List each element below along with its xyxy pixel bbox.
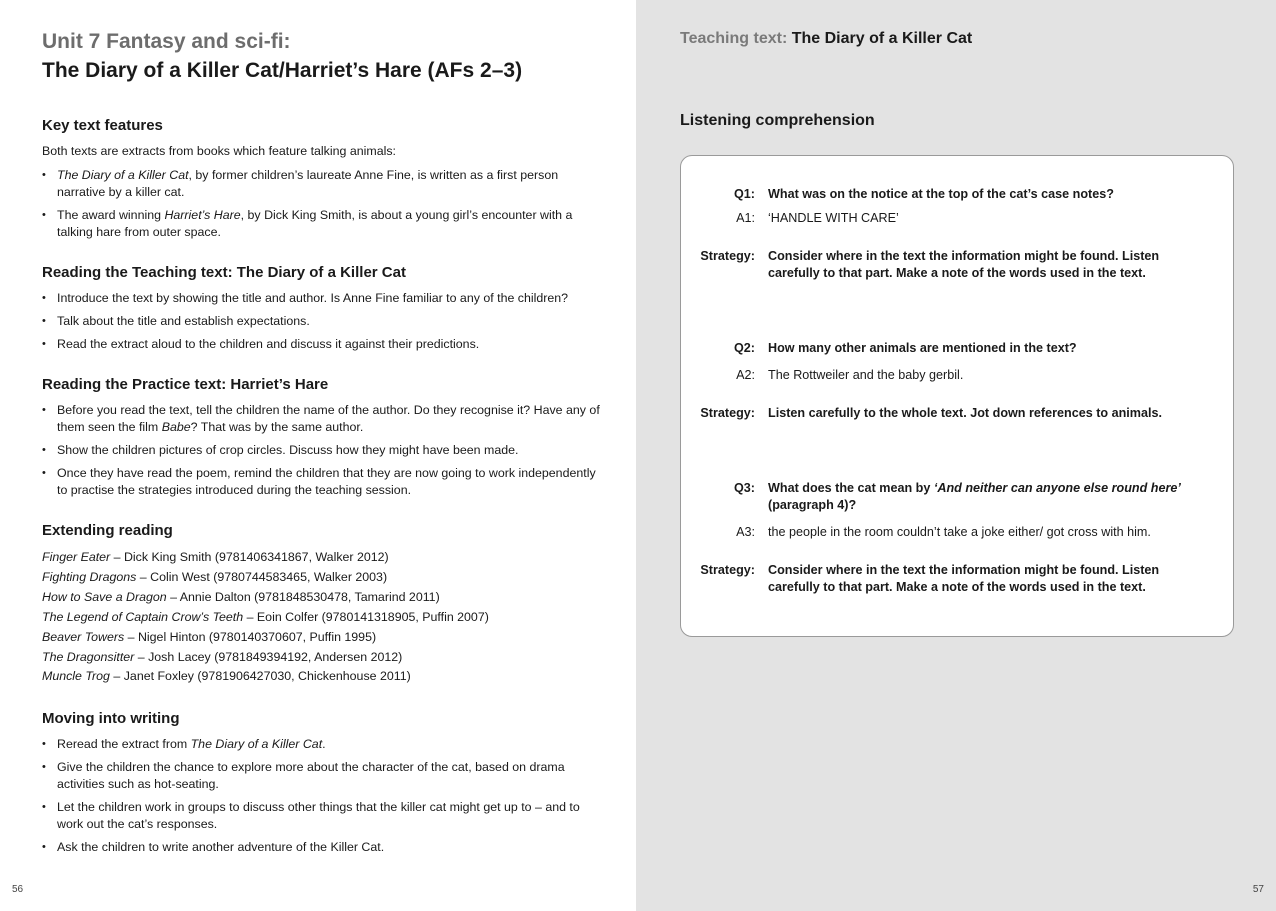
page-title: The Diary of a Killer Cat/Harriet’s Hare (AFs 2–3) xyxy=(42,59,523,82)
page-number-left: 56 xyxy=(12,884,24,895)
strategy-text: Listen carefully to the whole text. Jot down references to animals. xyxy=(768,406,1162,420)
list-item: • Introduce the text by showing the title and author. Is Anne Fine familiar to any of the children? xyxy=(42,290,602,307)
strategy-label: Strategy: xyxy=(700,406,755,420)
extending-reading-section xyxy=(42,521,602,687)
list-item: • Let the children work in groups to discuss other things that the killer cat might get up to – and to work out the cat’s responses. xyxy=(42,799,602,833)
moving-into-writing-list xyxy=(42,736,602,856)
answer-row xyxy=(697,210,1205,227)
answer-text: The Rottweiler and the baby gerbil. xyxy=(768,368,964,382)
key-text-features-section xyxy=(42,116,602,241)
unit-heading: Unit 7 Fantasy and sci-fi: xyxy=(42,30,291,53)
list-item: • Ask the children to write another adventure of the Killer Cat. xyxy=(42,839,602,856)
question-row xyxy=(697,480,1205,514)
list-item: • Give the children the chance to explore more about the character of the cat, based on drama activities such as hot-seating. xyxy=(42,759,602,793)
list-item: • Talk about the title and establish expectations. xyxy=(42,313,602,330)
page-number-right: 57 xyxy=(1252,884,1264,895)
reading-practice-heading: Reading the Practice text: Harriet’s Hare xyxy=(42,376,329,393)
reading-practice-list xyxy=(42,402,602,499)
reading-teaching-list xyxy=(42,290,602,353)
right-page xyxy=(636,0,1276,911)
book-entry: Muncle Trog – Janet Foxley (9781906427030, Chickenhouse 2011) xyxy=(42,669,411,684)
list-item: • Show the children pictures of crop circles. Discuss how they might have been made. xyxy=(42,442,602,459)
strategy-row xyxy=(697,405,1205,422)
book-entry: The Dragonsitter – Josh Lacey (9781849394192, Andersen 2012) xyxy=(42,649,403,664)
answer-label: A1: xyxy=(736,211,755,225)
reading-teaching-heading: Reading the Teaching text: The Diary of a Killer Cat xyxy=(42,264,406,281)
list-item: • Once they have read the poem, remind the children that they are now going to work independently to practise the strategies introduced during the teaching session. xyxy=(42,465,602,499)
reading-teaching-section xyxy=(42,263,602,353)
answer-row xyxy=(697,367,1205,384)
answer-label: A3: xyxy=(736,525,755,539)
answer-row xyxy=(697,524,1205,541)
list-item: • Before you read the text, tell the children the name of the author. Do they recognise it? Have any of them seen the film Babe? That was by the same author. xyxy=(42,402,602,436)
teaching-text-title: The Diary of a Killer Cat xyxy=(787,30,973,47)
question-label: Q1: xyxy=(734,187,755,201)
reading-practice-section xyxy=(42,375,602,499)
list-item: • Reread the extract from The Diary of a Killer Cat. xyxy=(42,736,602,753)
question-label: Q3: xyxy=(734,481,755,495)
teaching-text-label: Teaching text: xyxy=(680,30,788,47)
book-entry: Finger Eater – Dick King Smith (9781406341867, Walker 2012) xyxy=(42,550,389,564)
book-list xyxy=(42,548,602,687)
answer-label: A2: xyxy=(736,368,755,382)
question-text: How many other animals are mentioned in the text? xyxy=(768,341,1077,355)
listening-comprehension-heading: Listening comprehension xyxy=(680,112,875,129)
question-quote: ‘And neither can anyone else round here’ xyxy=(933,481,1181,495)
answer-text: the people in the room couldn’t take a joke either/ got cross with him. xyxy=(768,525,1151,539)
extending-reading-heading: Extending reading xyxy=(42,522,173,539)
left-page xyxy=(0,0,636,911)
question-text: What does the cat mean by ‘And neither can anyone else round here’ (paragraph 4)? xyxy=(768,481,1181,512)
question-label: Q2: xyxy=(734,341,755,355)
strategy-text: Consider where in the text the information might be found. Listen carefully to that part. Make a note of the words used in the text. xyxy=(768,249,1160,280)
answer-text: ‘HANDLE WITH CARE’ xyxy=(768,211,899,225)
question-row xyxy=(697,186,1205,203)
question-box xyxy=(680,155,1234,637)
key-text-features-intro: Both texts are extracts from books which feature talking animals: xyxy=(42,144,396,158)
list-item: • The award winning Harriet’s Hare, by Dick King Smith, is about a young girl’s encounter with a talking hare from outer space. xyxy=(42,207,602,241)
moving-into-writing-heading: Moving into writing xyxy=(42,710,180,728)
book-entry: The Legend of Captain Crow’s Teeth – Eoin Colfer (9780141318905, Puffin 2007) xyxy=(42,609,489,624)
book-entry: How to Save a Dragon – Annie Dalton (9781848530478, Tamarind 2011) xyxy=(42,589,440,604)
strategy-row xyxy=(697,562,1205,596)
question-row xyxy=(697,340,1205,357)
moving-into-writing-section xyxy=(42,709,602,856)
list-item: • Read the extract aloud to the children and discuss it against their predictions. xyxy=(42,336,602,353)
book-entry: Beaver Towers – Nigel Hinton (9780140370607, Puffin 1995) xyxy=(42,629,377,644)
strategy-row xyxy=(697,248,1205,282)
strategy-label: Strategy: xyxy=(700,563,755,577)
key-text-features-heading: Key text features xyxy=(42,117,163,134)
list-item: • The Diary of a Killer Cat, by former children’s laureate Anne Fine, is written as a first person narrative by a killer cat. xyxy=(42,167,602,201)
teaching-text-heading xyxy=(680,28,1236,50)
key-text-features-list xyxy=(42,167,602,241)
book-entry: Fighting Dragons – Colin West (9780744583465, Walker 2003) xyxy=(42,569,388,584)
question-text: What was on the notice at the top of the cat’s case notes? xyxy=(768,187,1114,201)
strategy-text: Consider where in the text the information might be found. Listen carefully to that part. Make a note of the words used in the text. xyxy=(768,563,1160,594)
strategy-label: Strategy: xyxy=(700,249,755,263)
